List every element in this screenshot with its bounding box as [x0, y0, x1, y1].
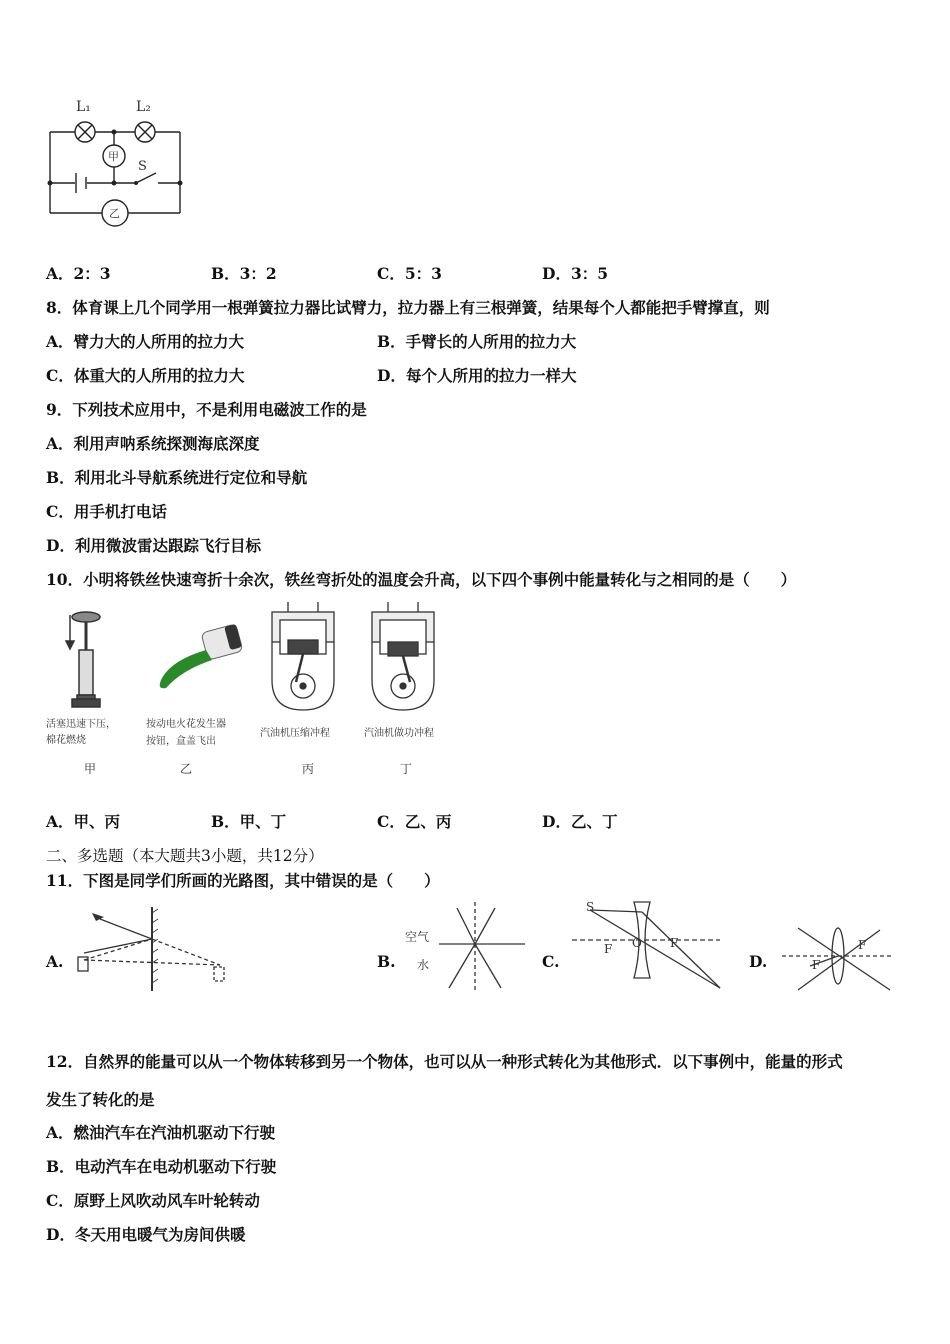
q12-stem-1: 12．自然界的能量可以从一个物体转移到另一个物体，也可以从一种形式转化为其他形式．以下事例中，能量的形式 [46, 1052, 843, 1071]
q11-option-c[interactable]: C. [542, 952, 560, 971]
refraction-diagram [405, 900, 530, 995]
q10-bing-caption: 汽油机压缩冲程 [260, 728, 330, 739]
q7-option-b[interactable]: B．3：2 [211, 264, 277, 283]
q7-option-a[interactable]: A．2：3 [46, 264, 111, 283]
q12-option-b[interactable]: B．电动汽车在电动机驱动下行驶 [46, 1157, 277, 1176]
optical-center-label: O [632, 936, 642, 950]
convex-lens-diagram [780, 920, 895, 995]
q10-bing-label: 丙 [302, 762, 315, 776]
circuit-diagram [40, 95, 190, 225]
meter-yi-label: 乙 [109, 207, 120, 220]
q9-option-c[interactable]: C．用手机打电话 [46, 502, 167, 521]
q10-jia-label: 甲 [84, 762, 97, 776]
q8-option-d[interactable]: D．每个人所用的拉力一样大 [377, 366, 577, 385]
focus-f-right-label: F [670, 936, 679, 950]
q8-stem: 8．体育课上几个同学用一根弹簧拉力器比试臂力，拉力器上有三根弹簧，结果每个人都能把手臂撑直，则 [46, 298, 770, 317]
q12-option-c[interactable]: C．原野上风吹动风车叶轮转动 [46, 1191, 260, 1210]
q11-figure-a [70, 905, 240, 995]
q11-stem: 11．下图是同学们所画的光路图，其中错误的是（ ） [46, 871, 440, 890]
q10-option-b[interactable]: B．甲、丁 [211, 812, 287, 831]
fire-piston-icon [44, 605, 134, 715]
q11-option-a[interactable]: A. [46, 952, 64, 971]
q10-stem: 10．小明将铁丝快速弯折十余次，铁丝弯折处的温度会升高，以下四个事例中能量转化与之相同的是（ ） [46, 570, 797, 589]
section2-heading: 二、多选题（本大题共3小题，共12分） [46, 847, 324, 865]
q10-figure-ding [358, 600, 448, 780]
water-label: 水 [417, 958, 430, 972]
q7-option-d[interactable]: D．3：5 [542, 264, 609, 283]
q10-ding-caption: 汽油机做功冲程 [364, 728, 434, 739]
q10-jia-caption-1: 活塞迅速下压， [46, 719, 116, 730]
q8-option-b[interactable]: B．手臂长的人所用的拉力大 [377, 332, 577, 351]
q10-yi-caption-1: 按动电火花发生器 [146, 719, 226, 730]
focus-f-left-label: F [812, 958, 821, 972]
mirror-reflection-diagram [70, 905, 240, 995]
q9-stem: 9．下列技术应用中，不是利用电磁波工作的是 [46, 400, 367, 419]
focus-f-left-label: F [604, 942, 613, 956]
q10-option-a[interactable]: A．甲、丙 [46, 812, 121, 831]
focus-f-right-label: F [858, 938, 867, 952]
q12-stem-2: 发生了转化的是 [46, 1090, 155, 1109]
spark-generator-icon [142, 620, 252, 710]
q10-option-c[interactable]: C．乙、丙 [377, 812, 452, 831]
q12-option-a[interactable]: A．燃油汽车在汽油机驱动下行驶 [46, 1123, 276, 1142]
q10-option-d[interactable]: D．乙、丁 [542, 812, 618, 831]
switch-s-label: S [138, 159, 147, 174]
q9-option-a[interactable]: A．利用声呐系统探测海底深度 [46, 434, 260, 453]
q10-yi-label: 乙 [180, 762, 193, 776]
q11-figure-b [405, 900, 530, 995]
q8-option-a[interactable]: A．臂力大的人所用的拉力大 [46, 332, 245, 351]
q12-option-d[interactable]: D．冬天用电暖气为房间供暖 [46, 1225, 246, 1244]
q10-yi-caption-2: 按钮，盒盖飞出 [146, 736, 216, 747]
q8-option-c[interactable]: C．体重大的人所用的拉力大 [46, 366, 245, 385]
q7-option-c[interactable]: C．5：3 [377, 264, 442, 283]
engine-power-stroke-icon [358, 600, 448, 712]
q10-jia-caption-2: 棉花燃烧 [46, 735, 86, 746]
lamp-l1-label: L₁ [76, 99, 91, 115]
engine-compression-icon [258, 600, 348, 712]
q10-figure-yi [142, 620, 252, 780]
q9-option-d[interactable]: D．利用微波雷达跟踪飞行目标 [46, 536, 261, 555]
q11-figure-d [780, 920, 895, 995]
q10-figure-bing [258, 600, 348, 780]
q11-option-d[interactable]: D. [749, 952, 768, 971]
q10-ding-label: 丁 [400, 762, 413, 776]
q11-option-b[interactable]: B. [377, 952, 396, 971]
q11-figure-c [570, 900, 725, 995]
q10-figure-jia [44, 605, 134, 780]
source-s-label: S [586, 900, 595, 914]
meter-jia-label: 甲 [108, 150, 119, 163]
q9-option-b[interactable]: B．利用北斗导航系统进行定位和导航 [46, 468, 308, 487]
concave-lens-diagram [570, 900, 725, 995]
air-label: 空气 [405, 930, 430, 944]
lamp-l2-label: L₂ [136, 99, 151, 115]
